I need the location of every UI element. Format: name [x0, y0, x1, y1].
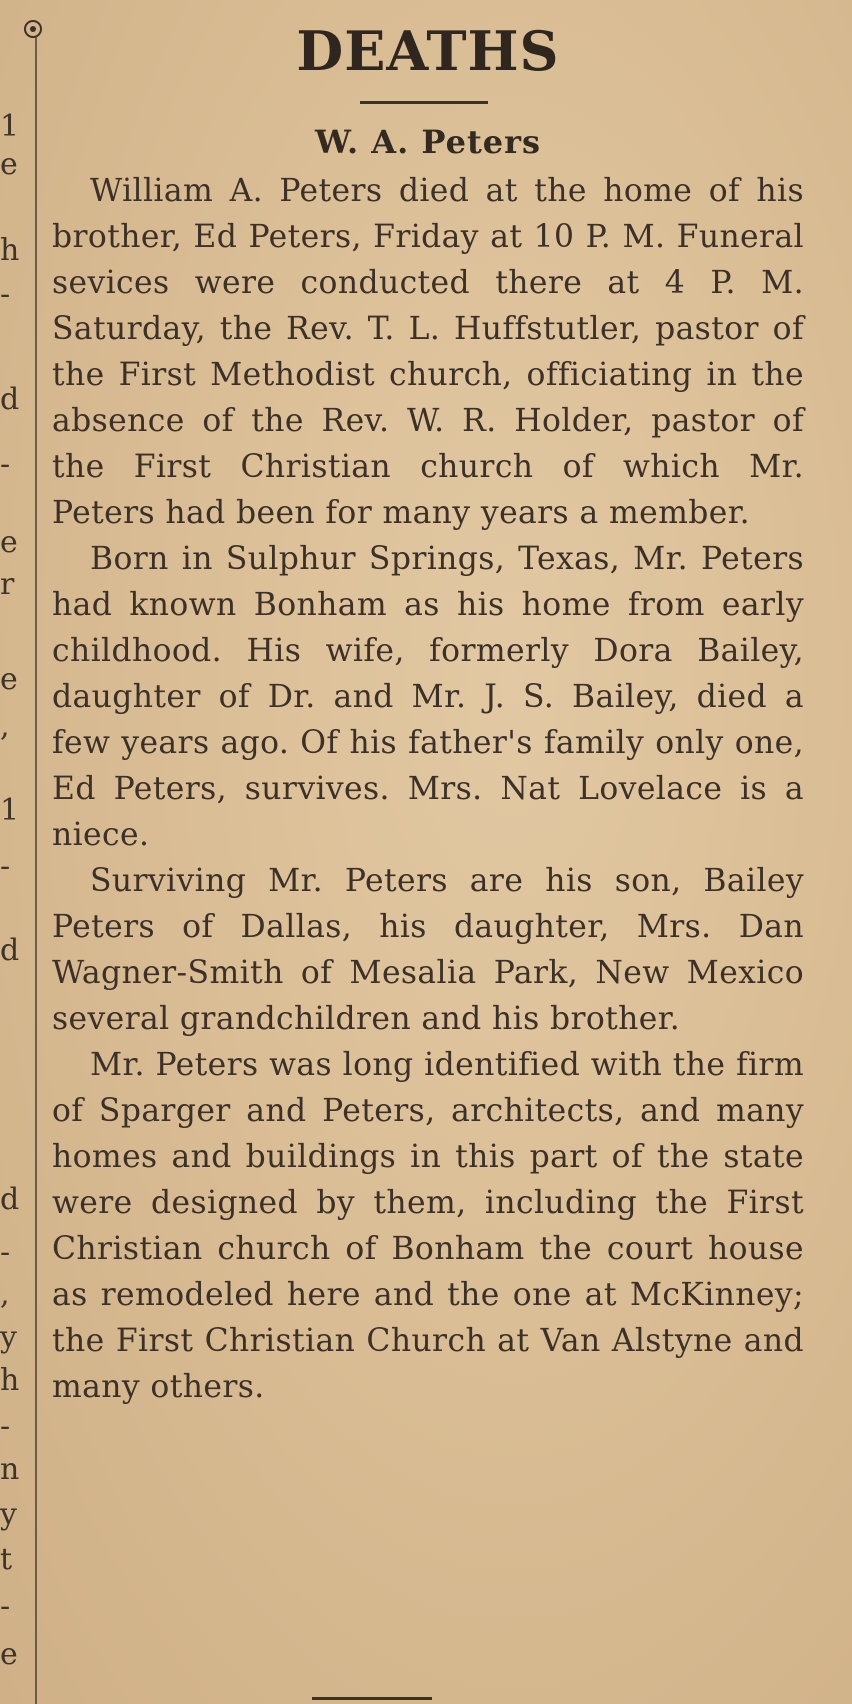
fragment: d [0, 1182, 20, 1217]
fragment: n [0, 1452, 20, 1487]
fragment: e [0, 662, 18, 697]
fragment: y [0, 1497, 17, 1532]
fragment: y [0, 1320, 17, 1355]
fragment: - [0, 849, 11, 884]
fragment: t [0, 1542, 13, 1577]
fragment: d [0, 933, 20, 968]
fragment: - [0, 1589, 11, 1624]
section-headline: DEATHS [296, 19, 560, 83]
paragraph: Born in Sulphur Springs, Texas, Mr. Peters had known Bonham as his home from early childhood. His wife, formerly Dora Bailey, daughter of Dr. and Mr. J. S. Bailey, died a few years ago. Of his father's family only one, Ed Peters, survives. Mrs. Nat Lovelace is a niece. [52, 541, 804, 853]
headline-divider [360, 101, 488, 104]
paragraph: Surviving Mr. Peters are his son, Bailey Peters of Dallas, his daughter, Mrs. Dan Wagner-Smith of Mesalia Park, New Mexico several grandchildren and his brother. [52, 863, 804, 1037]
fragment: h [0, 1363, 20, 1398]
paragraph: William A. Peters died at the home of his brother, Ed Peters, Friday at 10 P. M. Funeral sevices were conducted there at 4 P. M. Saturday, the Rev. T. L. Huffstutler, pastor of the First Methodist church, officiating in the absence of the Rev. W. R. Holder, pastor of the First Christian church of which Mr. Peters had been for many years a member. [52, 173, 804, 531]
paragraph: Mr. Peters was long identified with the firm of Sparger and Peters, architects, and many homes and buildings in this part of the state were designed by them, including the First Christian church of Bonham the court house as remodeled here and the one at McKinney; the First Christian Church at Van Alstyne and many others. [52, 1047, 804, 1405]
fragment: 1 [0, 109, 20, 144]
fragment: 1 [0, 793, 20, 828]
fragment: h [0, 233, 20, 268]
adjacent-column-fragments [0, 0, 36, 1704]
pin-icon [24, 20, 42, 38]
fragment: , [0, 1277, 10, 1312]
fragment: - [0, 447, 11, 482]
article-subhead: W. A. Peters [315, 123, 541, 161]
fragment: e [0, 1637, 18, 1672]
fragment: e [0, 147, 18, 182]
article-body [52, 168, 804, 1410]
obituary-column [52, 0, 804, 1704]
fragment: - [0, 277, 11, 312]
fragment: - [0, 1409, 11, 1444]
fragment: d [0, 382, 20, 417]
fragment: e [0, 525, 18, 560]
column-divider [35, 36, 37, 1704]
end-divider [312, 1697, 432, 1700]
fragment: r [0, 567, 15, 602]
fragment: , [0, 709, 10, 744]
fragment: - [0, 1235, 11, 1270]
